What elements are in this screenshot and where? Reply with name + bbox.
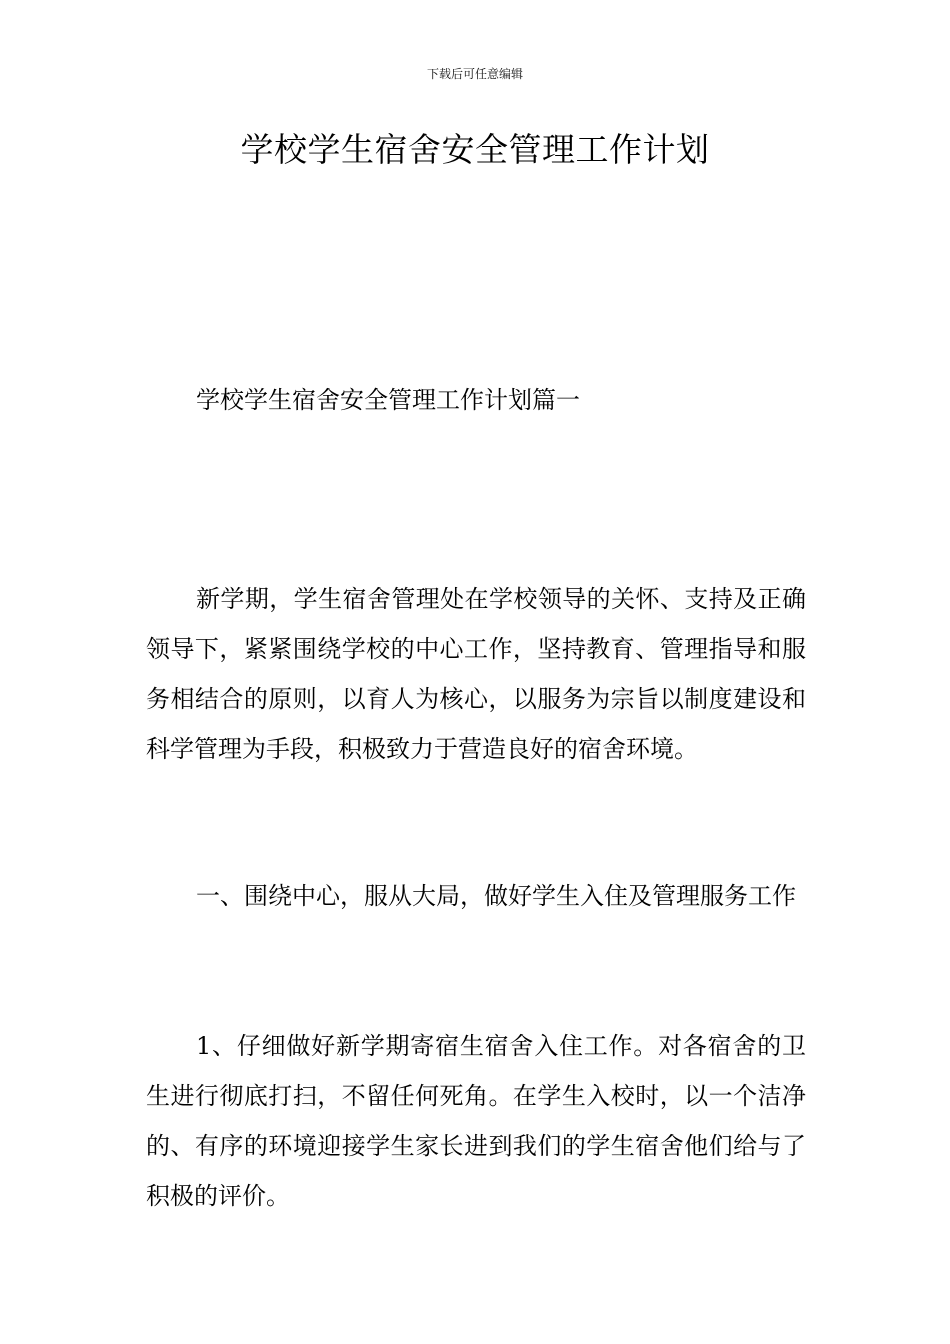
paragraph-item-one: 1、仔细做好新学期寄宿生宿舍入住工作。对各宿舍的卫生进行彻底打扫，不留任何死角。在学生入校时，以一个洁净的、有序的环境迎接学生家长进到我们的学生宿舍他们给与了积极的评价。 [146,1032,806,1210]
section-heading: 学校学生宿舍安全管理工作计划篇一 [196,386,580,414]
paragraph-intro: 新学期，学生宿舍管理处在学校领导的关怀、支持及正确领导下，紧紧围绕学校的中心工作，坚持教育、管理指导和服务相结合的原则，以育人为核心，以服务为宗旨以制度建设和科学管理为手段，积极致力于营造良好的宿舍环境。 [146,585,806,763]
paragraph-section-one-heading: 一、围绕中心，服从大局，做好学生入住及管理服务工作 [196,882,796,910]
header-note: 下载后可任意编辑 [426,67,523,81]
document-title: 学校学生宿舍安全管理工作计划 [240,130,710,169]
